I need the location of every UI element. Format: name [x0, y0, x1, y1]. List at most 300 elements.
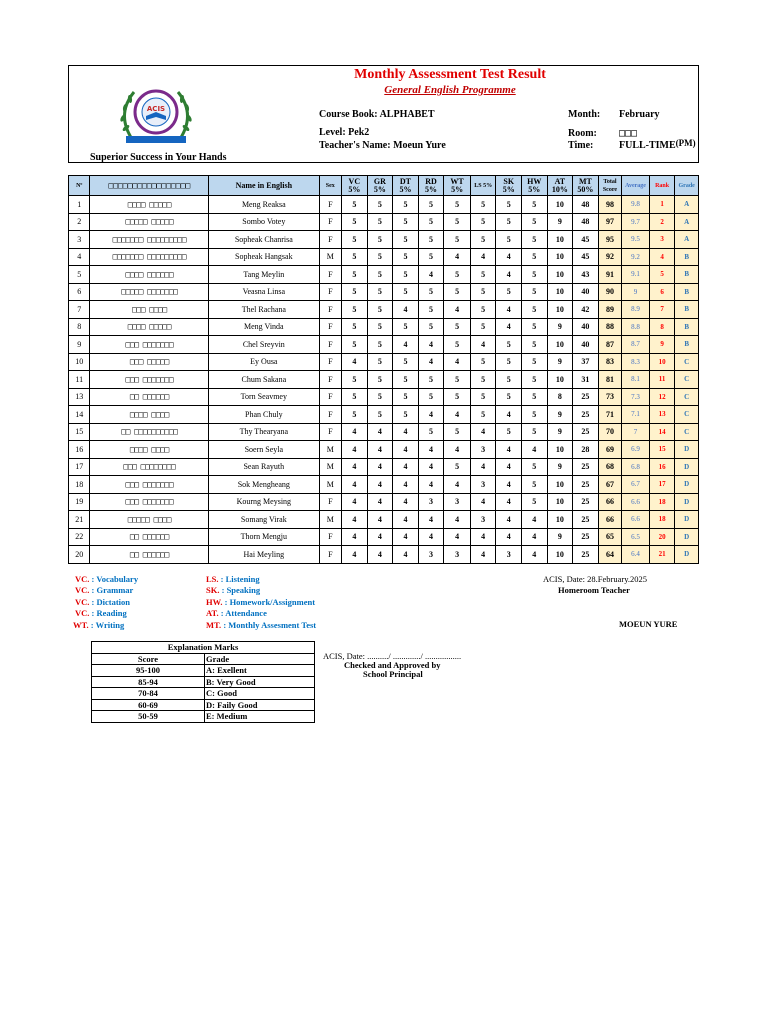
table-cell: F — [319, 231, 342, 249]
svg-text:ACIS: ACIS — [146, 105, 166, 113]
table-cell: 5 — [393, 231, 419, 249]
table-cell: 11 — [69, 371, 90, 389]
legend-item — [206, 608, 267, 618]
course-book-value: ALPHABET — [379, 109, 435, 120]
table-cell: 5 — [470, 283, 496, 301]
table-cell: 10 — [547, 301, 573, 319]
table-cell: □□□ □□□□□ — [90, 353, 209, 371]
column-header: GR 5% — [367, 176, 393, 196]
legend-description: Listening — [225, 574, 260, 584]
table-cell: 5 — [522, 423, 548, 441]
legend-separator: : — [89, 585, 97, 596]
table-cell: □□□□□□□ □□□□□□□□□ — [90, 231, 209, 249]
table-cell: D — [675, 493, 699, 511]
table-cell: 16 — [649, 458, 675, 476]
grade-description: B: Very Good — [205, 676, 315, 688]
table-cell: 7 — [69, 301, 90, 319]
table-cell: 5 — [342, 301, 368, 319]
table-cell: F — [319, 423, 342, 441]
table-cell: 5 — [444, 231, 471, 249]
teacher-field — [319, 140, 446, 151]
table-cell: 4 — [393, 336, 419, 354]
table-cell: 5 — [342, 248, 368, 266]
table-cell: D — [675, 546, 699, 564]
table-cell: 4 — [418, 336, 444, 354]
table-cell: 95 — [598, 231, 622, 249]
table-cell: 5 — [444, 318, 471, 336]
table-cell: 45 — [573, 248, 599, 266]
table-cell: 4 — [496, 248, 522, 266]
table-cell: 10 — [547, 231, 573, 249]
table-cell: 11 — [649, 371, 675, 389]
table-cell: 5 — [393, 388, 419, 406]
checked-approved-label: Checked and Approved by — [344, 660, 441, 670]
table-cell: 6.4 — [622, 546, 650, 564]
table-cell: □□□ □□□□ — [90, 301, 209, 319]
table-cell: 89 — [598, 301, 622, 319]
column-header: HW 5% — [522, 176, 548, 196]
table-cell: 5 — [342, 406, 368, 424]
table-cell: 5 — [470, 371, 496, 389]
table-cell: 18 — [69, 476, 90, 494]
table-cell: 3 — [470, 476, 496, 494]
table-cell: 13 — [649, 406, 675, 424]
table-cell: 5 — [522, 371, 548, 389]
table-cell: 9 — [547, 406, 573, 424]
table-cell: 4 — [444, 301, 471, 319]
table-cell: 68 — [598, 458, 622, 476]
table-cell: 21 — [649, 546, 675, 564]
table-cell: 20 — [649, 528, 675, 546]
table-cell: 5 — [470, 231, 496, 249]
table-cell: 5 — [418, 318, 444, 336]
legend-separator: : — [218, 574, 226, 584]
table-cell: 25 — [573, 528, 599, 546]
table-cell: 8.3 — [622, 353, 650, 371]
table-cell: 31 — [573, 371, 599, 389]
page-subtitle: General English Programme — [384, 84, 516, 96]
explanation-row — [92, 699, 315, 711]
table-cell: 1 — [69, 196, 90, 214]
table-cell: 5 — [496, 336, 522, 354]
table-cell: 15 — [69, 423, 90, 441]
table-cell: 5 — [522, 196, 548, 214]
table-cell: 4 — [342, 423, 368, 441]
table-cell: □□□ □□□□□□□ — [90, 493, 209, 511]
legend-description: Attendance — [225, 608, 267, 619]
legend-item — [75, 608, 127, 618]
table-cell: 4 — [342, 511, 368, 529]
table-cell: 5 — [522, 388, 548, 406]
table-cell: 5 — [470, 353, 496, 371]
table-cell: 10 — [547, 336, 573, 354]
table-cell: 6 — [69, 283, 90, 301]
table-cell: 70 — [598, 423, 622, 441]
table-cell: 5 — [393, 196, 419, 214]
table-cell: □□□□ □□□□ — [90, 441, 209, 459]
table-cell: 3 — [470, 441, 496, 459]
table-cell: Sopheak Chanrisa — [209, 231, 319, 249]
level-field — [319, 127, 369, 138]
table-cell: 5 — [444, 196, 471, 214]
table-cell: 67 — [598, 476, 622, 494]
table-cell: F — [319, 336, 342, 354]
table-cell: 3 — [649, 231, 675, 249]
table-cell: 5 — [418, 371, 444, 389]
column-header: RD 5% — [418, 176, 444, 196]
legend-description: Writing — [95, 619, 125, 630]
table-cell: B — [675, 336, 699, 354]
table-cell: 5 — [522, 318, 548, 336]
column-header: □□□□□□□□□□□□□□□□□ — [90, 176, 209, 196]
table-cell: 6.5 — [622, 528, 650, 546]
table-cell: 9 — [69, 336, 90, 354]
homeroom-teacher-name: MOEUN YURE — [619, 619, 678, 629]
table-cell: 5 — [342, 213, 368, 231]
legend-separator: : — [89, 608, 97, 619]
table-cell: 4 — [470, 546, 496, 564]
table-cell: 40 — [573, 318, 599, 336]
table-cell: 4 — [393, 441, 419, 459]
legend-separator: : — [89, 596, 97, 607]
table-cell: 5 — [418, 283, 444, 301]
table-cell: 5 — [367, 248, 393, 266]
table-cell: 66 — [598, 511, 622, 529]
table-cell: Phan Chuly — [209, 406, 319, 424]
table-row — [69, 231, 699, 249]
score-range: 50-59 — [92, 711, 205, 723]
table-cell: A — [675, 196, 699, 214]
table-cell: C — [675, 371, 699, 389]
table-cell: 8.1 — [622, 371, 650, 389]
table-cell: 4 — [367, 423, 393, 441]
table-cell: 4 — [342, 441, 368, 459]
table-cell: 25 — [573, 476, 599, 494]
grade-header: Grade — [205, 653, 315, 665]
table-cell: 5 — [470, 266, 496, 284]
legend-description: Vocabulary — [96, 574, 139, 584]
table-cell: F — [319, 388, 342, 406]
table-cell: F — [319, 353, 342, 371]
table-cell: Sombo Votey — [209, 213, 319, 231]
table-cell: 90 — [598, 283, 622, 301]
table-row — [69, 248, 699, 266]
table-cell: 5 — [367, 353, 393, 371]
table-cell: 2 — [69, 213, 90, 231]
table-cell: 13 — [69, 388, 90, 406]
table-cell: 9 — [547, 458, 573, 476]
table-cell: M — [319, 441, 342, 459]
table-cell: 5 — [69, 266, 90, 284]
principal-label: School Principal — [363, 669, 423, 679]
table-cell: D — [675, 441, 699, 459]
table-cell: 66 — [598, 493, 622, 511]
table-cell: 5 — [418, 213, 444, 231]
table-cell: B — [675, 266, 699, 284]
table-cell: 5 — [444, 283, 471, 301]
table-cell: 5 — [418, 231, 444, 249]
table-cell: 5 — [393, 318, 419, 336]
table-cell: 10 — [69, 353, 90, 371]
table-cell: 5 — [522, 283, 548, 301]
table-cell: 87 — [598, 336, 622, 354]
table-cell: F — [319, 301, 342, 319]
course-book-field — [319, 109, 435, 120]
column-header: Total Score — [598, 176, 622, 196]
table-cell: 5 — [444, 213, 471, 231]
table-cell: 5 — [496, 371, 522, 389]
table-cell: 5 — [444, 458, 471, 476]
table-cell: F — [319, 406, 342, 424]
legend-separator: : — [88, 619, 96, 630]
table-cell: 4 — [470, 458, 496, 476]
table-cell: 5 — [367, 318, 393, 336]
table-cell: 81 — [598, 371, 622, 389]
legend-item — [206, 574, 260, 584]
table-cell: □□ □□□□□□ — [90, 528, 209, 546]
table-cell: 5 — [444, 388, 471, 406]
table-cell: Somang Virak — [209, 511, 319, 529]
room-label: Room: — [568, 128, 597, 139]
time-suffix: (PM) — [675, 138, 696, 148]
column-header: Rank — [649, 176, 675, 196]
table-cell: 5 — [522, 266, 548, 284]
table-cell: 4 — [342, 546, 368, 564]
table-cell: 43 — [573, 266, 599, 284]
table-cell: B — [675, 318, 699, 336]
table-cell: 48 — [573, 196, 599, 214]
column-header: Name in English — [209, 176, 319, 196]
legend-item — [206, 597, 315, 607]
course-book-label: Course Book: — [319, 109, 378, 120]
table-cell: Sopheak Hangsak — [209, 248, 319, 266]
table-cell: 91 — [598, 266, 622, 284]
table-cell: 5 — [393, 248, 419, 266]
table-cell: 14 — [649, 423, 675, 441]
legend-description: Monthly Assesment Test — [228, 619, 317, 630]
table-cell: Sok Mengheang — [209, 476, 319, 494]
table-row — [69, 511, 699, 529]
table-cell: 9 — [547, 423, 573, 441]
column-header: Sex — [319, 176, 342, 196]
table-cell: F — [319, 318, 342, 336]
table-cell: 5 — [342, 318, 368, 336]
table-cell: 5 — [367, 388, 393, 406]
column-header: Average — [622, 176, 650, 196]
table-cell: □□□ □□□□□□□□ — [90, 458, 209, 476]
table-cell: 5 — [470, 388, 496, 406]
table-cell: 5 — [522, 248, 548, 266]
table-row — [69, 388, 699, 406]
table-cell: 4 — [418, 476, 444, 494]
table-cell: 5 — [496, 353, 522, 371]
table-cell: 71 — [598, 406, 622, 424]
legend-item — [75, 585, 133, 595]
table-row — [69, 336, 699, 354]
table-cell: 4 — [342, 353, 368, 371]
table-cell: 4 — [418, 406, 444, 424]
table-cell: 5 — [470, 318, 496, 336]
table-cell: 5 — [418, 423, 444, 441]
column-header: WT 5% — [444, 176, 471, 196]
table-cell: 6.6 — [622, 511, 650, 529]
table-cell: 98 — [598, 196, 622, 214]
table-cell: 9.1 — [622, 266, 650, 284]
table-cell: 4 — [393, 546, 419, 564]
table-cell: 5 — [470, 301, 496, 319]
table-cell: F — [319, 213, 342, 231]
room-value: □□□ — [619, 128, 638, 139]
table-cell: □□ □□□□□□□□□□ — [90, 423, 209, 441]
table-header-row — [69, 176, 699, 196]
table-row — [69, 283, 699, 301]
table-cell: 4 — [393, 458, 419, 476]
explanation-row — [92, 711, 315, 723]
table-cell: 4 — [496, 458, 522, 476]
table-cell: Torn Seavmey — [209, 388, 319, 406]
table-cell: 4 — [522, 511, 548, 529]
table-row — [69, 406, 699, 424]
score-range: 60-69 — [92, 699, 205, 711]
explanation-row — [92, 688, 315, 700]
legend-separator: : — [222, 596, 230, 607]
table-cell: D — [675, 458, 699, 476]
table-cell: Meng Reaksa — [209, 196, 319, 214]
table-cell: Veasna Linsa — [209, 283, 319, 301]
table-cell: 8 — [547, 388, 573, 406]
table-cell: 4 — [393, 511, 419, 529]
table-cell: 3 — [69, 231, 90, 249]
table-row — [69, 353, 699, 371]
table-cell: 9 — [547, 353, 573, 371]
table-cell: 5 — [418, 301, 444, 319]
table-cell: □□□□□□□ □□□□□□□□□ — [90, 248, 209, 266]
table-cell: Kourng Meysing — [209, 493, 319, 511]
grade-description: E: Medium — [205, 711, 315, 723]
table-cell: 4 — [418, 441, 444, 459]
table-cell: 4 — [444, 528, 471, 546]
table-cell: □□□□ □□□□□ — [90, 196, 209, 214]
legend-item — [75, 597, 130, 607]
table-cell: 5 — [522, 231, 548, 249]
report-date: ACIS, Date: 28.February.2025 — [543, 574, 648, 584]
legend-key: VC. — [75, 608, 90, 619]
column-header: LS 5% — [470, 176, 496, 196]
table-cell: 4 — [418, 266, 444, 284]
table-cell: Thel Rachana — [209, 301, 319, 319]
table-cell: 4 — [496, 406, 522, 424]
table-row — [69, 301, 699, 319]
table-cell: 5 — [342, 266, 368, 284]
table-cell: 5 — [342, 231, 368, 249]
table-cell: 5 — [393, 266, 419, 284]
table-cell: 5 — [522, 301, 548, 319]
legend-description: Homework/Assignment — [229, 596, 316, 607]
legend-key: VC. — [75, 585, 90, 596]
table-cell: 18 — [649, 511, 675, 529]
table-cell: □□□□ □□□□ — [90, 406, 209, 424]
table-row — [69, 196, 699, 214]
table-cell: 8.8 — [622, 318, 650, 336]
table-cell: 5 — [496, 196, 522, 214]
table-cell: 5 — [522, 406, 548, 424]
table-cell: 5 — [367, 266, 393, 284]
column-header: VC 5% — [342, 176, 368, 196]
grade-description: A: Exellent — [205, 665, 315, 677]
table-cell: 5 — [393, 213, 419, 231]
table-cell: 2 — [649, 213, 675, 231]
table-cell: 73 — [598, 388, 622, 406]
table-cell: 5 — [367, 231, 393, 249]
table-cell: 4 — [522, 546, 548, 564]
column-header: SK 5% — [496, 176, 522, 196]
table-cell: 4 — [418, 353, 444, 371]
table-row — [69, 528, 699, 546]
table-cell: 5 — [367, 301, 393, 319]
table-cell: F — [319, 283, 342, 301]
table-cell: M — [319, 458, 342, 476]
table-row — [69, 423, 699, 441]
legend-separator: : — [219, 585, 227, 596]
table-cell: 5 — [367, 371, 393, 389]
homeroom-label: Homeroom Teacher — [558, 585, 630, 595]
table-cell: 83 — [598, 353, 622, 371]
table-cell: 5 — [367, 213, 393, 231]
legend-separator: : — [218, 608, 226, 619]
table-cell: 6.7 — [622, 476, 650, 494]
table-cell: 6.8 — [622, 458, 650, 476]
score-range: 95-100 — [92, 665, 205, 677]
table-cell: F — [319, 196, 342, 214]
table-cell: F — [319, 266, 342, 284]
table-cell: Thorn Mengju — [209, 528, 319, 546]
table-cell: 4 — [444, 353, 471, 371]
score-range: 85-94 — [92, 676, 205, 688]
table-cell: Hai Meyling — [209, 546, 319, 564]
table-cell: 4 — [418, 511, 444, 529]
table-cell: 9.7 — [622, 213, 650, 231]
table-cell: 88 — [598, 318, 622, 336]
legend-separator: : — [221, 619, 229, 630]
table-row — [69, 458, 699, 476]
table-cell: Ey Ousa — [209, 353, 319, 371]
table-cell: 4 — [418, 458, 444, 476]
grade-description: C: Good — [205, 688, 315, 700]
table-cell: 4 — [470, 336, 496, 354]
table-row — [69, 371, 699, 389]
table-cell: 4 — [649, 248, 675, 266]
table-cell: 3 — [444, 493, 471, 511]
table-cell: 5 — [444, 423, 471, 441]
table-cell: 4 — [496, 476, 522, 494]
table-cell: 4 — [367, 476, 393, 494]
table-cell: D — [675, 476, 699, 494]
table-cell: 10 — [547, 266, 573, 284]
table-cell: Chel Sreyvin — [209, 336, 319, 354]
table-cell: 4 — [342, 493, 368, 511]
time-value: FULL-TIME — [619, 140, 676, 151]
table-cell: 15 — [649, 441, 675, 459]
table-cell: □□□□ □□□□□□ — [90, 266, 209, 284]
table-cell: 4 — [367, 546, 393, 564]
table-cell: 5 — [393, 353, 419, 371]
table-cell: 5 — [522, 493, 548, 511]
table-cell: F — [319, 546, 342, 564]
table-cell: 21 — [69, 511, 90, 529]
table-cell: M — [319, 248, 342, 266]
table-cell: 25 — [573, 493, 599, 511]
table-cell: □□□ □□□□□□□ — [90, 336, 209, 354]
